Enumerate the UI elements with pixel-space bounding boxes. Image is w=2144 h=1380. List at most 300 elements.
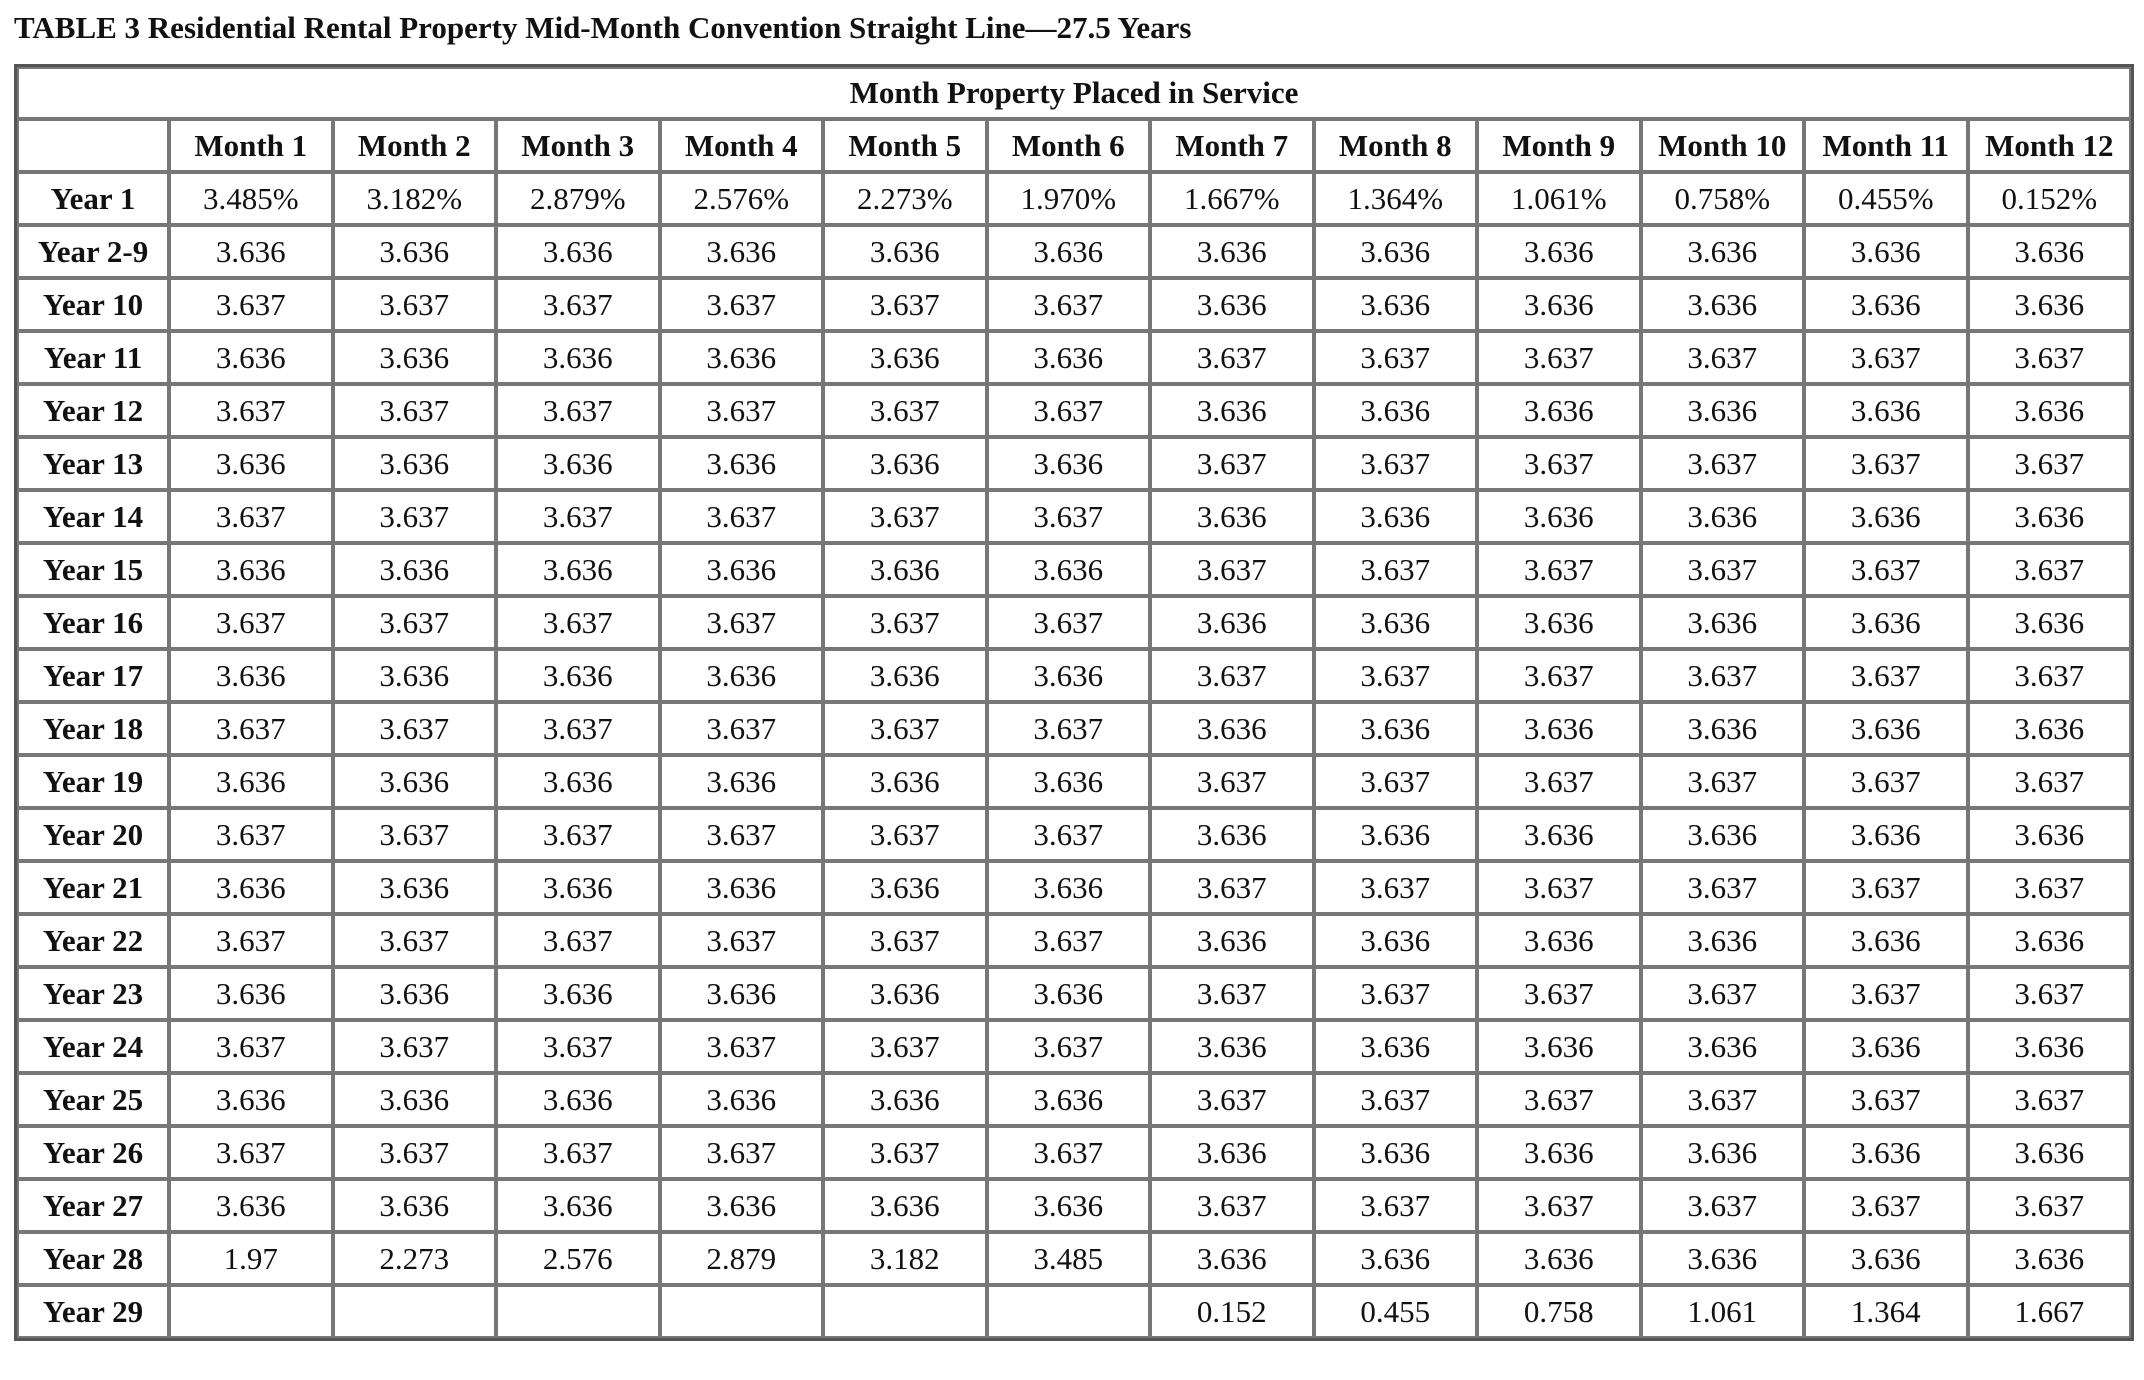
rate-cell: 3.637 [1314, 1073, 1478, 1126]
rate-cell: 3.636 [1314, 1020, 1478, 1073]
rate-cell: 3.636 [496, 225, 660, 278]
rate-cell: 3.636 [1314, 702, 1478, 755]
rate-cell: 3.636 [333, 967, 497, 1020]
table-row [17, 172, 2131, 225]
rate-cell: 3.636 [169, 543, 333, 596]
rate-cell: 3.636 [169, 1179, 333, 1232]
rate-cell: 3.636 [1477, 914, 1641, 967]
rate-cell: 3.637 [987, 1020, 1151, 1073]
rate-cell: 3.637 [823, 596, 987, 649]
rate-cell: 3.637 [1477, 861, 1641, 914]
table-row [17, 1285, 2131, 1338]
rate-cell: 3.636 [987, 1073, 1151, 1126]
row-header: Year 13 [17, 437, 169, 490]
rate-cell: 3.637 [1968, 755, 2132, 808]
rate-cell: 3.637 [1314, 755, 1478, 808]
column-header: Month 9 [1477, 119, 1641, 172]
column-header: Month 4 [660, 119, 824, 172]
rate-cell: 3.637 [1968, 1179, 2132, 1232]
table-row [17, 384, 2131, 437]
rate-cell: 3.636 [660, 967, 824, 1020]
rate-cell: 0.758% [1641, 172, 1805, 225]
rate-cell: 3.636 [496, 967, 660, 1020]
rate-cell: 3.636 [1968, 1232, 2132, 1285]
rate-cell: 3.637 [1150, 331, 1314, 384]
rate-cell: 3.636 [1804, 914, 1968, 967]
rate-cell: 3.636 [1804, 384, 1968, 437]
rate-cell: 3.637 [1477, 437, 1641, 490]
rate-cell: 3.636 [1477, 384, 1641, 437]
rate-cell: 3.636 [987, 331, 1151, 384]
rate-cell: 3.636 [496, 861, 660, 914]
table-row [17, 225, 2131, 278]
row-header: Year 2-9 [17, 225, 169, 278]
rate-cell: 3.636 [1968, 278, 2132, 331]
rate-cell: 3.637 [1150, 1073, 1314, 1126]
rate-cell: 2.576 [496, 1232, 660, 1285]
rate-cell [496, 1285, 660, 1338]
table-row [17, 1073, 2131, 1126]
table-row [17, 543, 2131, 596]
rate-cell: 3.637 [660, 384, 824, 437]
column-header: Month 8 [1314, 119, 1478, 172]
row-header: Year 18 [17, 702, 169, 755]
rate-cell: 3.636 [1641, 596, 1805, 649]
row-header: Year 16 [17, 596, 169, 649]
rate-cell: 3.636 [1150, 1232, 1314, 1285]
rate-cell: 3.636 [1968, 225, 2132, 278]
group-header: Month Property Placed in Service [17, 67, 2131, 119]
rate-cell: 3.636 [660, 649, 824, 702]
table-row [17, 1179, 2131, 1232]
rate-cell: 3.637 [660, 914, 824, 967]
rate-cell: 3.636 [1641, 225, 1805, 278]
rate-cell: 3.637 [660, 278, 824, 331]
column-header: Month 2 [333, 119, 497, 172]
rate-cell: 3.636 [1968, 490, 2132, 543]
rate-cell: 3.636 [660, 543, 824, 596]
rate-cell: 3.637 [987, 702, 1151, 755]
rate-cell: 3.637 [496, 278, 660, 331]
rate-cell: 3.636 [1477, 490, 1641, 543]
rate-cell: 3.637 [1150, 861, 1314, 914]
rate-cell: 3.636 [1804, 278, 1968, 331]
row-header: Year 14 [17, 490, 169, 543]
rate-cell: 3.637 [823, 278, 987, 331]
rate-cell: 3.636 [660, 331, 824, 384]
rate-cell: 3.636 [1150, 1020, 1314, 1073]
rate-cell: 3.637 [823, 914, 987, 967]
rate-cell: 3.637 [1641, 649, 1805, 702]
rate-cell: 3.637 [169, 1126, 333, 1179]
rate-cell: 3.636 [333, 331, 497, 384]
rate-cell: 3.636 [1150, 490, 1314, 543]
rate-cell: 3.637 [1150, 1179, 1314, 1232]
rate-cell: 3.636 [1804, 702, 1968, 755]
rate-cell: 3.637 [660, 1020, 824, 1073]
rate-cell: 2.576% [660, 172, 824, 225]
rate-cell: 3.637 [333, 596, 497, 649]
rate-cell: 3.637 [1968, 861, 2132, 914]
depreciation-table [14, 64, 2134, 1341]
rate-cell: 3.636 [1477, 278, 1641, 331]
rate-cell: 3.637 [1641, 1073, 1805, 1126]
rate-cell: 3.636 [823, 543, 987, 596]
rate-cell: 2.273% [823, 172, 987, 225]
row-header: Year 26 [17, 1126, 169, 1179]
rate-cell: 3.637 [169, 384, 333, 437]
rate-cell: 3.636 [496, 649, 660, 702]
rate-cell: 3.637 [987, 808, 1151, 861]
rate-cell: 2.879% [496, 172, 660, 225]
rate-cell: 3.637 [496, 490, 660, 543]
rate-cell: 3.636 [987, 543, 1151, 596]
rate-cell: 3.636 [1150, 808, 1314, 861]
rate-cell: 3.637 [1641, 861, 1805, 914]
rate-cell: 3.637 [1314, 649, 1478, 702]
table-body [17, 172, 2131, 1338]
rate-cell: 3.637 [1804, 331, 1968, 384]
rate-cell: 3.636 [1968, 596, 2132, 649]
rate-cell: 3.636 [987, 437, 1151, 490]
rate-cell: 3.636 [1314, 914, 1478, 967]
rate-cell: 3.637 [333, 1126, 497, 1179]
rate-cell: 3.636 [333, 543, 497, 596]
rate-cell: 3.636 [1314, 596, 1478, 649]
rate-cell: 2.273 [333, 1232, 497, 1285]
column-header: Month 5 [823, 119, 987, 172]
rate-cell: 3.636 [823, 331, 987, 384]
rate-cell: 3.636 [1150, 596, 1314, 649]
rate-cell [333, 1285, 497, 1338]
rate-cell: 3.636 [1314, 808, 1478, 861]
rate-cell: 3.636 [1968, 384, 2132, 437]
rate-cell: 0.455% [1804, 172, 1968, 225]
rate-cell: 3.636 [496, 1073, 660, 1126]
rate-cell: 3.636 [1477, 225, 1641, 278]
rate-cell: 3.637 [823, 1020, 987, 1073]
rate-cell [823, 1285, 987, 1338]
rate-cell: 3.636 [1314, 1126, 1478, 1179]
rate-cell: 3.636 [169, 1073, 333, 1126]
rate-cell: 3.637 [660, 1126, 824, 1179]
rate-cell: 3.637 [987, 384, 1151, 437]
table-row [17, 1126, 2131, 1179]
rate-cell: 3.637 [1477, 755, 1641, 808]
rate-cell: 3.636 [823, 649, 987, 702]
rate-cell: 3.637 [1968, 1073, 2132, 1126]
rate-cell: 3.636 [169, 861, 333, 914]
rate-cell: 3.636 [1641, 1126, 1805, 1179]
rate-cell: 3.636 [1641, 1020, 1805, 1073]
row-header: Year 25 [17, 1073, 169, 1126]
rate-cell: 3.636 [823, 861, 987, 914]
column-header: Month 7 [1150, 119, 1314, 172]
rate-cell: 3.637 [1641, 967, 1805, 1020]
rate-cell: 3.636 [333, 1073, 497, 1126]
rate-cell: 3.637 [1477, 967, 1641, 1020]
rate-cell: 3.637 [1314, 543, 1478, 596]
rate-cell: 3.637 [1150, 755, 1314, 808]
rate-cell: 3.636 [660, 755, 824, 808]
rate-cell: 3.636 [333, 1179, 497, 1232]
row-header: Year 21 [17, 861, 169, 914]
rate-cell: 3.637 [660, 596, 824, 649]
rate-cell: 3.636 [1150, 702, 1314, 755]
rate-cell: 3.636 [1150, 384, 1314, 437]
rate-cell: 3.637 [333, 914, 497, 967]
rate-cell: 0.152 [1150, 1285, 1314, 1338]
rate-cell: 0.758 [1477, 1285, 1641, 1338]
rate-cell: 3.637 [1968, 543, 2132, 596]
rate-cell: 3.637 [1150, 649, 1314, 702]
rate-cell: 3.636 [1641, 490, 1805, 543]
rate-cell: 3.636 [496, 543, 660, 596]
rate-cell: 3.637 [1968, 437, 2132, 490]
table-row [17, 755, 2131, 808]
rate-cell: 3.636 [987, 967, 1151, 1020]
rate-cell: 3.636 [823, 1073, 987, 1126]
row-header: Year 27 [17, 1179, 169, 1232]
row-header: Year 10 [17, 278, 169, 331]
rate-cell: 3.637 [1968, 649, 2132, 702]
rate-cell: 3.636 [660, 861, 824, 914]
corner-cell [17, 119, 169, 172]
rate-cell: 3.637 [823, 490, 987, 543]
rate-cell: 3.637 [333, 490, 497, 543]
rate-cell: 3.637 [1314, 861, 1478, 914]
rate-cell: 3.637 [1150, 967, 1314, 1020]
rate-cell: 3.636 [333, 755, 497, 808]
rate-cell: 3.637 [1314, 331, 1478, 384]
rate-cell: 3.637 [496, 914, 660, 967]
rate-cell: 3.636 [333, 225, 497, 278]
rate-cell: 3.636 [1150, 914, 1314, 967]
rate-cell: 3.636 [823, 755, 987, 808]
row-header: Year 1 [17, 172, 169, 225]
rate-cell: 3.636 [1804, 808, 1968, 861]
rate-cell: 3.636 [660, 437, 824, 490]
rate-cell: 3.636 [987, 861, 1151, 914]
rate-cell: 3.182% [333, 172, 497, 225]
rate-cell: 2.879 [660, 1232, 824, 1285]
rate-cell: 3.637 [823, 384, 987, 437]
rate-cell: 3.636 [1150, 1126, 1314, 1179]
rate-cell: 1.667 [1968, 1285, 2132, 1338]
rate-cell: 3.636 [496, 755, 660, 808]
rate-cell: 3.636 [1641, 808, 1805, 861]
rate-cell: 3.637 [987, 596, 1151, 649]
rate-cell: 3.637 [1804, 649, 1968, 702]
column-header: Month 3 [496, 119, 660, 172]
rate-cell: 3.636 [660, 1073, 824, 1126]
rate-cell: 3.637 [333, 1020, 497, 1073]
rate-cell: 3.637 [1314, 1179, 1478, 1232]
rate-cell: 3.636 [823, 225, 987, 278]
rate-cell: 3.636 [1477, 1232, 1641, 1285]
rate-cell: 3.636 [1150, 278, 1314, 331]
group-header-row [17, 67, 2131, 119]
row-header: Year 24 [17, 1020, 169, 1073]
rate-cell: 3.637 [1804, 543, 1968, 596]
rate-cell: 3.636 [1314, 1232, 1478, 1285]
rate-cell: 3.637 [1477, 649, 1641, 702]
rate-cell: 3.637 [1641, 331, 1805, 384]
row-header: Year 20 [17, 808, 169, 861]
rate-cell: 3.636 [1314, 490, 1478, 543]
table-row [17, 1232, 2131, 1285]
rate-cell: 3.637 [1804, 1179, 1968, 1232]
rate-cell: 3.636 [333, 861, 497, 914]
rate-cell: 3.636 [1477, 1020, 1641, 1073]
rate-cell: 1.061% [1477, 172, 1641, 225]
rate-cell: 3.636 [1968, 1020, 2132, 1073]
table-row [17, 331, 2131, 384]
rate-cell: 0.152% [1968, 172, 2132, 225]
row-header: Year 17 [17, 649, 169, 702]
table-row [17, 596, 2131, 649]
rate-cell: 3.637 [169, 1020, 333, 1073]
rate-cell: 3.636 [987, 755, 1151, 808]
rate-cell: 3.485 [987, 1232, 1151, 1285]
rate-cell: 3.636 [1968, 808, 2132, 861]
rate-cell: 3.636 [496, 437, 660, 490]
table-row [17, 437, 2131, 490]
rate-cell: 3.636 [333, 437, 497, 490]
rate-cell: 3.637 [169, 596, 333, 649]
rate-cell: 3.636 [823, 967, 987, 1020]
rate-cell: 3.637 [1804, 1073, 1968, 1126]
rate-cell: 1.667% [1150, 172, 1314, 225]
rate-cell: 3.637 [823, 808, 987, 861]
table-row [17, 914, 2131, 967]
rate-cell: 0.455 [1314, 1285, 1478, 1338]
rate-cell: 3.637 [496, 702, 660, 755]
rate-cell: 3.636 [333, 649, 497, 702]
rate-cell: 3.636 [496, 331, 660, 384]
rate-cell: 3.636 [1314, 278, 1478, 331]
rate-cell: 3.637 [496, 1126, 660, 1179]
row-header: Year 28 [17, 1232, 169, 1285]
rate-cell: 1.970% [987, 172, 1151, 225]
rate-cell: 3.636 [1641, 384, 1805, 437]
rate-cell: 3.636 [1804, 1126, 1968, 1179]
rate-cell: 3.637 [1641, 437, 1805, 490]
rate-cell: 3.636 [1804, 225, 1968, 278]
rate-cell: 3.637 [1804, 861, 1968, 914]
rate-cell: 3.637 [1477, 1179, 1641, 1232]
rate-cell: 3.636 [169, 967, 333, 1020]
rate-cell: 3.636 [1477, 596, 1641, 649]
rate-cell: 3.636 [1150, 225, 1314, 278]
rate-cell: 3.636 [823, 1179, 987, 1232]
column-header: Month 1 [169, 119, 333, 172]
table-row [17, 490, 2131, 543]
column-header: Month 11 [1804, 119, 1968, 172]
rate-cell: 3.637 [987, 914, 1151, 967]
rate-cell: 3.637 [660, 808, 824, 861]
rate-cell: 3.637 [333, 384, 497, 437]
rate-cell: 3.637 [1150, 543, 1314, 596]
rate-cell: 3.636 [1968, 702, 2132, 755]
rate-cell: 3.637 [823, 702, 987, 755]
rate-cell: 3.636 [1804, 596, 1968, 649]
rate-cell: 3.636 [169, 755, 333, 808]
rate-cell: 3.636 [1477, 702, 1641, 755]
rate-cell: 3.637 [169, 490, 333, 543]
rate-cell: 3.182 [823, 1232, 987, 1285]
rate-cell: 3.636 [1804, 1020, 1968, 1073]
table-row [17, 967, 2131, 1020]
table-row [17, 649, 2131, 702]
rate-cell: 3.636 [1641, 278, 1805, 331]
table-row [17, 1020, 2131, 1073]
page-title: TABLE 3 Residential Rental Property Mid-Month Convention Straight Line—27.5 Years [14, 10, 1192, 45]
rate-cell: 3.637 [169, 914, 333, 967]
rate-cell: 3.636 [823, 437, 987, 490]
rate-cell: 3.637 [1641, 755, 1805, 808]
rate-cell: 3.636 [1477, 1126, 1641, 1179]
depreciation-table-container [14, 64, 2128, 1341]
rate-cell: 3.637 [1477, 543, 1641, 596]
rate-cell: 3.637 [169, 808, 333, 861]
rate-cell: 1.364% [1314, 172, 1478, 225]
rate-cell: 3.636 [1968, 914, 2132, 967]
rate-cell: 3.636 [1314, 225, 1478, 278]
rate-cell: 3.637 [333, 702, 497, 755]
row-header: Year 23 [17, 967, 169, 1020]
rate-cell: 3.636 [1314, 384, 1478, 437]
rate-cell: 3.637 [1968, 967, 2132, 1020]
rate-cell: 3.637 [169, 278, 333, 331]
table-row [17, 702, 2131, 755]
rate-cell [660, 1285, 824, 1338]
column-header-row [17, 119, 2131, 172]
rate-cell: 1.061 [1641, 1285, 1805, 1338]
rate-cell: 3.637 [987, 1126, 1151, 1179]
rate-cell: 3.637 [1477, 331, 1641, 384]
row-header: Year 19 [17, 755, 169, 808]
rate-cell: 3.636 [169, 437, 333, 490]
rate-cell: 3.637 [333, 808, 497, 861]
rate-cell: 3.636 [1641, 914, 1805, 967]
rate-cell: 3.636 [1804, 1232, 1968, 1285]
rate-cell: 3.636 [1641, 702, 1805, 755]
column-header: Month 10 [1641, 119, 1805, 172]
rate-cell: 3.636 [169, 331, 333, 384]
rate-cell: 3.637 [496, 596, 660, 649]
rate-cell: 3.636 [1804, 490, 1968, 543]
rate-cell: 3.636 [496, 1179, 660, 1232]
rate-cell: 3.637 [823, 1126, 987, 1179]
rate-cell: 3.637 [333, 278, 497, 331]
rate-cell: 3.637 [496, 1020, 660, 1073]
rate-cell: 3.637 [987, 278, 1151, 331]
rate-cell: 3.637 [496, 384, 660, 437]
rate-cell: 3.637 [987, 490, 1151, 543]
row-header: Year 22 [17, 914, 169, 967]
table-row [17, 808, 2131, 861]
rate-cell [169, 1285, 333, 1338]
row-header: Year 15 [17, 543, 169, 596]
rate-cell: 1.364 [1804, 1285, 1968, 1338]
rate-cell: 3.637 [1641, 543, 1805, 596]
rate-cell: 3.636 [660, 1179, 824, 1232]
row-header: Year 11 [17, 331, 169, 384]
rate-cell: 3.637 [660, 702, 824, 755]
rate-cell: 3.637 [1968, 331, 2132, 384]
row-header: Year 29 [17, 1285, 169, 1338]
